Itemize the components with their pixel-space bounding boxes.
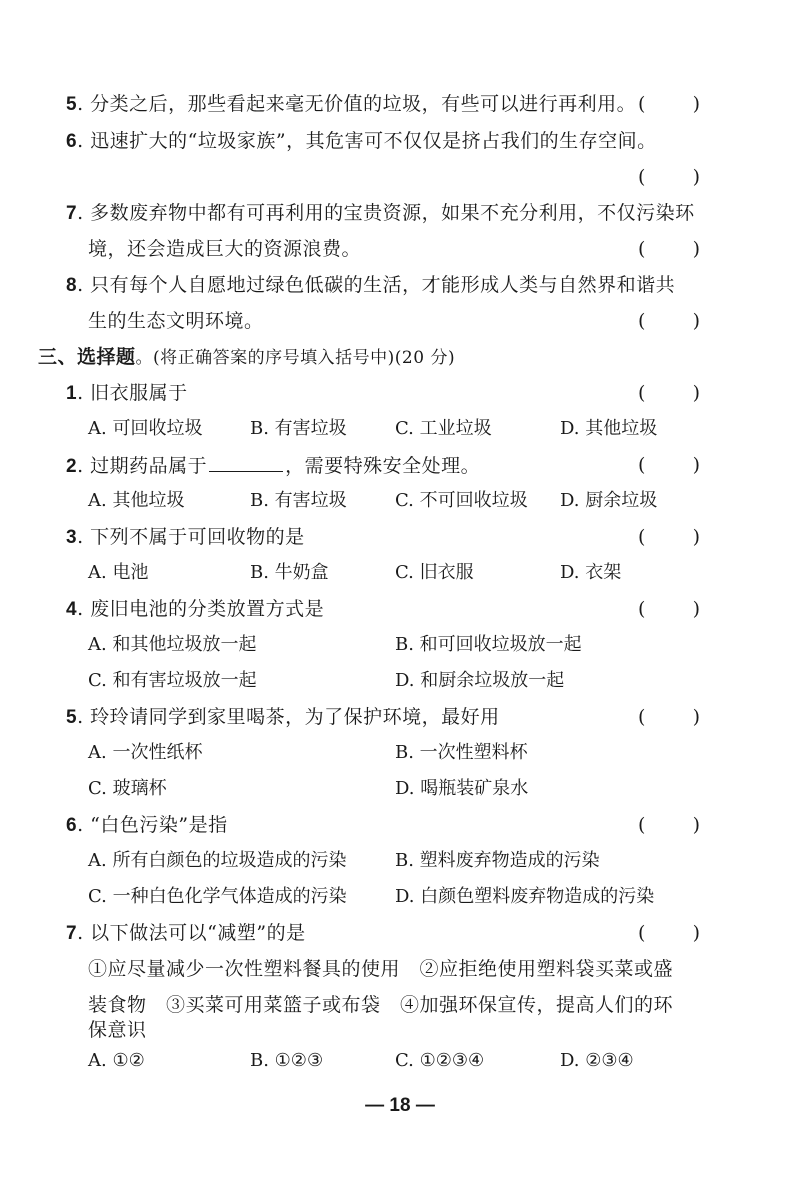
choice-4-option-a: A. 和其他垃圾放一起 bbox=[88, 634, 257, 655]
choice-2-option-c: C. 不可回收垃圾 bbox=[395, 490, 528, 511]
choice-6-option-a: A. 所有白颜色的垃圾造成的污染 bbox=[88, 850, 347, 871]
choice-7-option-a: A. ①② bbox=[88, 1050, 145, 1071]
choice-question-7: 7. 以下做法可以“减塑”的是 bbox=[66, 922, 306, 944]
choice-question-3: 3. 下列不属于可回收物的是 bbox=[66, 526, 305, 548]
choice-6-option-b: B. 塑料废弃物造成的污染 bbox=[395, 850, 600, 871]
choice-1-option-b: B. 有害垃圾 bbox=[250, 418, 347, 439]
choice-4-option-d: D. 和厨余垃圾放一起 bbox=[395, 670, 565, 691]
choice-6-option-d: D. 白颜色塑料废弃物造成的污染 bbox=[395, 886, 655, 907]
choice-question-1: 1. 旧衣服属于 bbox=[66, 382, 188, 404]
section-title-choice: 三、选择题。(将正确答案的序号填入括号中)(20 分) bbox=[38, 346, 456, 368]
judge-question-7-line2: 境，还会造成巨大的资源浪费。 bbox=[88, 238, 362, 260]
choice-7-option-b: B. ①②③ bbox=[250, 1050, 324, 1071]
choice-7-option-d: D. ②③④ bbox=[560, 1050, 634, 1071]
choice-2-option-a: A. 其他垃圾 bbox=[88, 490, 185, 511]
judge-question-7-line1: 7. 多数废弃物中都有可再利用的宝贵资源，如果不充分利用，不仅污染环 bbox=[66, 202, 695, 224]
choice-3-option-d: D. 衣架 bbox=[560, 562, 622, 583]
page-number: — 18 — bbox=[365, 1095, 435, 1116]
choice-6-option-c: C. 一种白色化学气体造成的污染 bbox=[88, 886, 347, 907]
judge-question-6: 6. 迅速扩大的“垃圾家族”，其危害可不仅仅是挤占我们的生存空间。 bbox=[66, 130, 657, 152]
choice-4-option-b: B. 和可回收垃圾放一起 bbox=[395, 634, 582, 655]
choice-1-option-c: C. 工业垃圾 bbox=[395, 418, 492, 439]
choice-1-option-a: A. 可回收垃圾 bbox=[88, 418, 203, 439]
choice-2-option-b: B. 有害垃圾 bbox=[250, 490, 347, 511]
choice-question-4: 4. 废旧电池的分类放置方式是 bbox=[66, 598, 325, 620]
choice-5-option-c: C. 玻璃杯 bbox=[88, 778, 167, 799]
choice-7-statements-line2: 装食物 ③买菜可用菜篮子或布袋 ④加强环保宣传，提高人们的环 bbox=[88, 994, 674, 1016]
choice-3-option-b: B. 牛奶盒 bbox=[250, 562, 329, 583]
choice-2-option-d: D. 厨余垃圾 bbox=[560, 490, 658, 511]
choice-7-option-c: C. ①②③④ bbox=[395, 1050, 485, 1071]
judge-question-8-line2: 生的生态文明环境。 bbox=[88, 310, 264, 332]
choice-question-6: 6. “白色污染”是指 bbox=[66, 814, 228, 836]
choice-5-option-d: D. 喝瓶装矿泉水 bbox=[395, 778, 529, 799]
judge-question-8-line1: 8. 只有每个人自愿地过绿色低碳的生活，才能形成人类与自然界和谐共 bbox=[66, 274, 676, 296]
choice-question-5: 5. 玲玲请同学到家里喝茶，为了保护环境，最好用 bbox=[66, 706, 500, 728]
choice-3-option-a: A. 电池 bbox=[88, 562, 149, 583]
choice-5-option-b: B. 一次性塑料杯 bbox=[395, 742, 528, 763]
choice-7-statements-line1: ①应尽量减少一次性塑料餐具的使用 ②应拒绝使用塑料袋买菜或盛 bbox=[88, 958, 674, 980]
choice-4-option-c: C. 和有害垃圾放一起 bbox=[88, 670, 257, 691]
choice-1-option-d: D. 其他垃圾 bbox=[560, 418, 658, 439]
choice-3-option-c: C. 旧衣服 bbox=[395, 562, 474, 583]
worksheet-page: 5. 分类之后，那些看起来毫无价值的垃圾，有些可以进行再利用。 ( ) 6. 迅速扩大的“垃圾家族”，其危害可不仅仅是挤占我们的生存空间。 ( ) 7. 多数废弃物中都有可再利用的宝贵资源，如果不充分利用，不仅污染环 境，还会造成巨大的资源浪费。 ( ) 8. 只有每个人自愿地过绿色低碳的生活，才能形成人类与自然界和谐共 生的生态文明环境。 ( ) 三、选择题。(将正确答案的序号填入括号中)(20 分) 1. 旧衣服属于 ( ) A. 可回收垃圾 B. 有害垃圾 C. 工业垃圾 D. 其他垃圾 2. 过期药品属于 ，需要特殊安全处理。 ( ) A. 其他垃圾 B. 有害垃圾 C. 不可回收垃圾 D. 厨余垃圾 3. 下列不属于可回收物的是 ( ) A. 电池 B. 牛奶盒 C. 旧衣服 D. 衣架 4. 废旧电池的分类放置方式是 ( ) A. 和其他垃圾放一起 B. 和可回收垃圾放一起 C. 和有害垃圾放一起 D. 和厨余垃圾放一起 5. 玲玲请同学到家里喝茶，为了保护环境，最好用 ( ) A. 一次性纸杯 B. 一次性塑料杯 C. 玻璃杯 D. 喝瓶装矿泉水 6. “白色污染”是指 ( ) A. 所有白颜色的垃圾造成的污染 B. 塑料废弃物造成的污染 C. 一种白色化学气体造成的污染 D. 白颜色塑料废弃物造成的污染 7. 以下做法可以“减塑”的是 ( ) ①应尽量减少一次性塑料餐具的使用 ②应拒绝使用塑料袋买菜或盛 装食物 ③买菜可用菜篮子或布袋 ④加强环保宣传，提高人们的环 保意识 A. ①② B. ①②③ C. ①②③④ D. ②③④ — 18 — bbox=[0, 0, 800, 1181]
judge-question-5: 5. 分类之后，那些看起来毫无价值的垃圾，有些可以进行再利用。 bbox=[66, 93, 637, 115]
choice-7-statements-line3: 保意识 bbox=[88, 1019, 147, 1041]
choice-question-2: 2. 过期药品属于 ，需要特殊安全处理。 bbox=[66, 455, 481, 477]
fill-blank bbox=[209, 453, 283, 472]
choice-5-option-a: A. 一次性纸杯 bbox=[88, 742, 203, 763]
